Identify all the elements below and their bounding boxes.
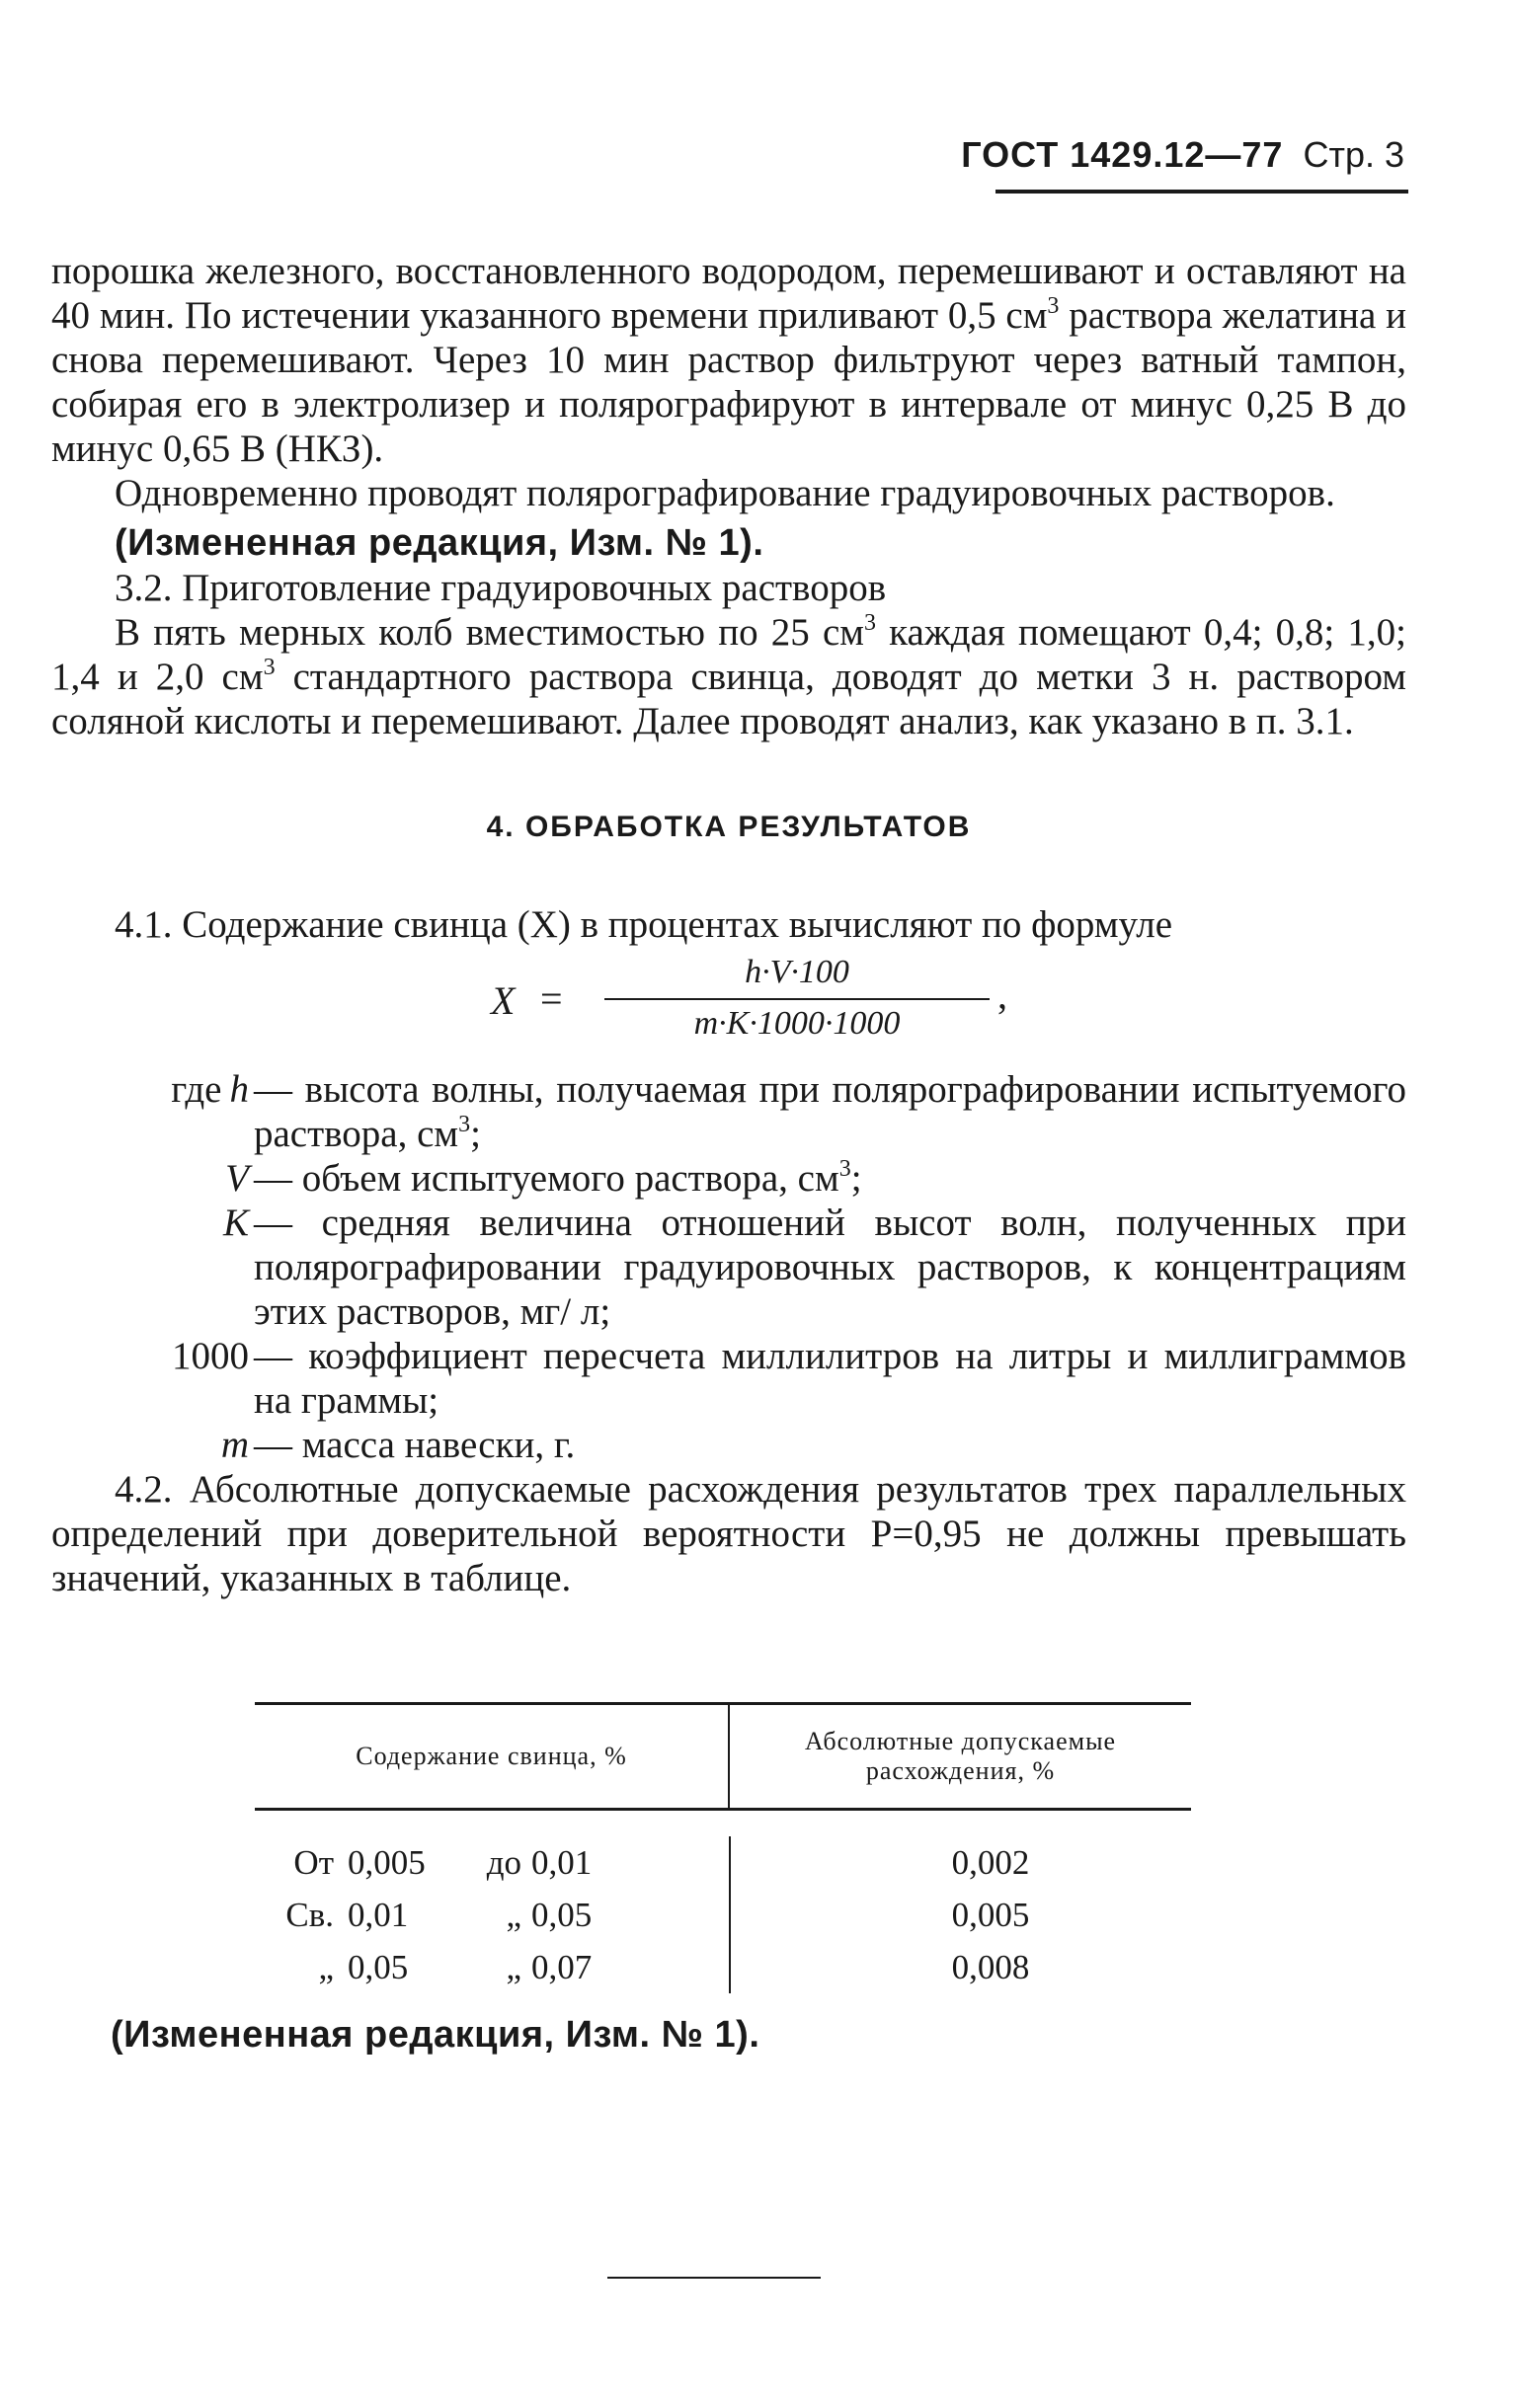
definitions-list: [51, 1067, 1406, 1467]
item-4-2: 4.2. Абсолютные допускаемые расхождения результатов трех параллельных определений при доверительной вероятности P=0,95 не должны превышать значений, указанных в таблице.: [51, 1468, 1406, 1599]
edit-note-2: (Измененная редакция, Изм. № 1).: [111, 2014, 760, 2056]
end-rule: [607, 2277, 821, 2279]
definition-symbol: m: [220, 1424, 249, 1466]
edit-note: (Измененная редакция, Изм. № 1).: [115, 522, 764, 564]
table-column-tolerance: [729, 1836, 1191, 1993]
body-text: [51, 249, 1406, 1600]
table-cell-value: 0,008: [951, 1948, 1030, 1986]
table-cell-value: 0,002: [951, 1843, 1030, 1882]
definition-symbol: 1000: [172, 1335, 249, 1377]
where-word: где: [171, 1068, 222, 1111]
definition-symbol: V: [225, 1157, 249, 1200]
tolerance-table: [255, 1702, 1191, 1999]
formula-comma: ,: [997, 972, 1007, 1017]
paragraph-simultaneous: Одновременно проводят полярографирование градуировочных растворов.: [115, 472, 1335, 514]
standard-number: ГОСТ 1429.12—77: [961, 134, 1284, 175]
paragraph-continuation: порошка железного, восстановленного водородом, перемешивают и оставляют на 40 мин. По истечении указанного времени приливают 0,5 $см^3$ раствора желатина и снова перемешивают. Через 10 мин раствор фильтруют через ватный тампон, собирая его в электролизер и полярографируют в интервале от минус 0,25 В до минус 0,65 В (НКЗ).: [51, 250, 1406, 470]
definition-text: — высота волны, получаемая при полярографировании испытуемого раствора, $см^3$;: [254, 1068, 1406, 1155]
page-number: Стр. 3: [1303, 134, 1404, 175]
table-header-tolerance: Абсолютные допускаемые расхождения, %: [728, 1705, 1191, 1808]
definition-text: — объем испытуемого раствора, $см^3$;: [254, 1156, 862, 1200]
definition-symbol: где h: [171, 1068, 249, 1111]
formula-denominator: m·K·1000·1000: [693, 1005, 901, 1042]
table-cell-value: 0,005: [951, 1896, 1030, 1934]
formula: [51, 951, 1406, 1055]
definition-item: [51, 1423, 1406, 1467]
formula-equals: =: [540, 976, 563, 1021]
section-title: 4. ОБРАБОТКА РЕЗУЛЬТАТОВ: [486, 811, 972, 843]
table-row: „ 0,05 „ 0,07: [318, 1948, 593, 1986]
paragraph-calibration: В пять мерных колб вместимостью по 25 $см^3$ каждая помещают 0,4; 0,8; 1,0; 1,4 и 2,0 $см^3$ стандартного раствора свинца, доводят до метки 3 н. раствором соляной кислоты и перемешивают. Далее проводят анализ, как указано в п. 3.1.: [51, 610, 1406, 742]
formula-lhs: X: [491, 978, 516, 1023]
definition-text: — коэффициент пересчета миллилитров на литры и миллиграммов на граммы;: [254, 1335, 1406, 1422]
definition-item: [51, 1334, 1406, 1423]
table-row: Св. 0,01 „ 0,05: [285, 1896, 593, 1934]
formula-fraction: [604, 951, 990, 1046]
definition-item: [51, 1067, 1406, 1156]
table-header-content: Содержание свинца, %: [356, 1742, 627, 1770]
table-row: От 0,005 до 0,01: [293, 1843, 593, 1882]
table-column-content: [255, 1836, 729, 1993]
table-body: [255, 1811, 1191, 1999]
item-3-2: 3.2. Приготовление градуировочных растворов: [115, 567, 887, 609]
item-4-1: 4.1. Содержание свинца (X) в процентах вычисляют по формуле: [115, 903, 1173, 946]
table-header: [255, 1705, 1191, 1811]
definition-text: — масса навески, г.: [254, 1424, 576, 1466]
formula-numerator: h·V·100: [604, 951, 990, 1000]
definition-item: [51, 1201, 1406, 1334]
definition-item: [51, 1156, 1406, 1201]
definition-symbol: K: [222, 1202, 249, 1244]
definition-text: — средняя величина отношений высот волн, полученных при полярографировании градуировочных растворов, к концентрациям этих растворов, мг/ л;: [254, 1202, 1406, 1333]
running-header: [961, 134, 1404, 176]
header-rule: [995, 190, 1408, 194]
